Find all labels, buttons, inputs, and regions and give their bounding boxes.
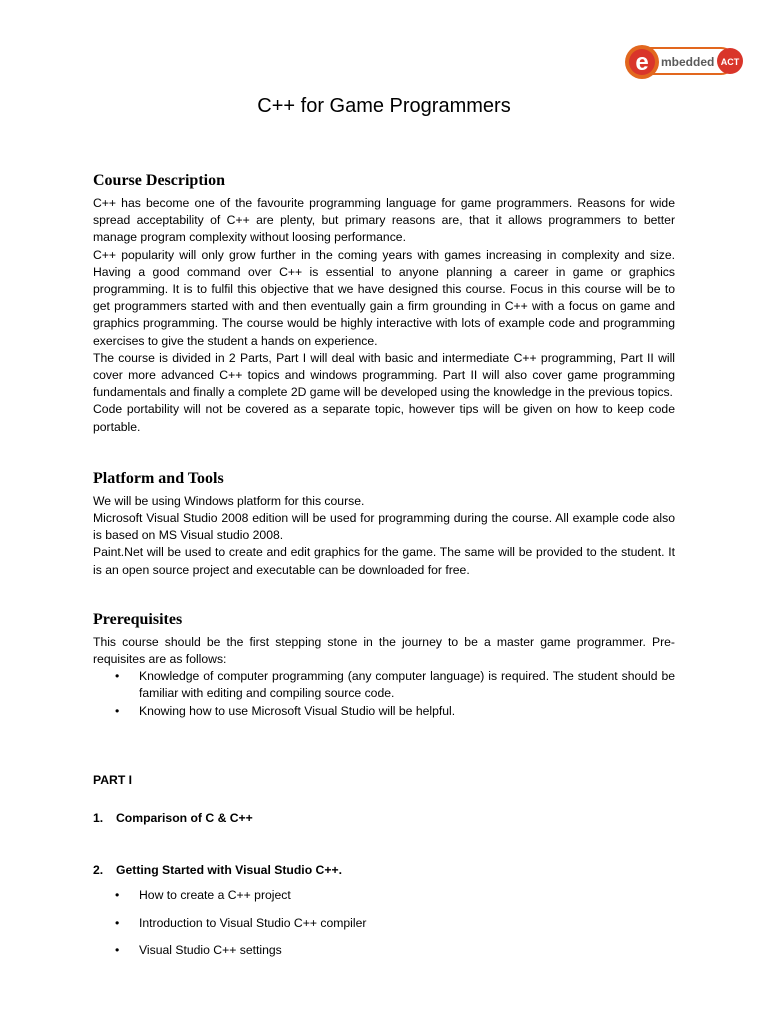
- paragraph: This course should be the first stepping stone in the journey to be a master game programmer. Pre-requisites are as follows:: [93, 634, 675, 667]
- bullet-icon: •: [115, 669, 120, 684]
- logo-badge: ACT: [720, 57, 740, 67]
- course-description-section: [93, 170, 675, 436]
- numbered-item: [93, 862, 675, 879]
- bullet-icon: •: [115, 888, 120, 903]
- logo-letter: e: [635, 49, 649, 76]
- list-item: [93, 668, 675, 702]
- list-item-text: Knowledge of computer programming (any computer language) is required. The student should be familiar with editing and compiling source code.: [139, 669, 675, 701]
- item-number: 1.: [93, 811, 104, 826]
- item-label: Comparison of C & C++: [116, 811, 253, 826]
- paragraph: C++ has become one of the favourite programming language for game programmers. Reasons for wide spread acceptability of C++ are plenty, but primary reasons are, that it allows programmers to better manage program complexity without loosing performance.: [93, 196, 675, 245]
- section-heading: Course Description: [93, 172, 225, 189]
- prerequisites-section: [93, 609, 675, 720]
- numbered-item: [93, 810, 675, 827]
- item-label: Getting Started with Visual Studio C++.: [116, 863, 342, 878]
- list-item: [93, 887, 675, 904]
- document-body: [93, 170, 675, 969]
- bullet-icon: •: [115, 915, 120, 930]
- list-item: [93, 942, 675, 959]
- part1-section: [93, 772, 675, 959]
- spacer: [93, 436, 675, 468]
- paragraph: Microsoft Visual Studio 2008 edition will be used for programming during the course. All example code also is based on MS Visual studio 2008.: [93, 511, 675, 543]
- list-item: [93, 915, 675, 932]
- prerequisite-list: [93, 668, 675, 720]
- bullet-icon: •: [115, 942, 120, 957]
- list-item-text: Knowing how to use Microsoft Visual Studio will be helpful.: [139, 703, 456, 718]
- paragraph: We will be using Windows platform for this course.: [93, 493, 365, 508]
- embeddedact-logo: [624, 42, 746, 82]
- item-number: 2.: [93, 863, 104, 878]
- paragraph: The course is divided in 2 Parts, Part I will deal with basic and intermediate C++ programming, Part II will cover more advanced C++ topics and windows programming. Part II will also cover game programming fundamentals and finally a complete 2D game will be developed using the knowledge in the previous topics.: [93, 350, 675, 400]
- section-heading: Platform and Tools: [93, 469, 224, 487]
- list-item-text: Introduction to Visual Studio C++ compiler: [139, 915, 367, 930]
- paragraph: C++ popularity will only grow further in the coming years with games increasing in complexity and size. Having a good command over C++ is essential to anyone planning a career in game or graphics programming. It is to fulfil this objective that we have designed this course. Focus in this course will be to get programmers started with and then eventually gain a firm grounding in C++ with a focus on game and graphics programming. The course would be highly interactive with lots of example code and programming exercises to give the student a hands on experience.: [93, 247, 675, 348]
- logo-word: mbedded: [661, 55, 715, 69]
- sub-topic-list: [93, 887, 675, 959]
- spacer: [93, 579, 675, 609]
- paragraph: Paint.Net will be used to create and edit graphics for the game. The same will be provided to the student. It is an open source project and executable can be downloaded for free.: [93, 545, 675, 577]
- list-item-text: How to create a C++ project: [139, 888, 291, 903]
- list-item-text: Visual Studio C++ settings: [139, 942, 282, 957]
- paragraph: Code portability will not be covered as a separate topic, however tips will be given on how to keep code portable.: [93, 402, 675, 434]
- part-heading: PART I: [93, 772, 133, 787]
- list-item: [93, 703, 675, 720]
- platform-section: [93, 468, 675, 579]
- bullet-icon: •: [115, 703, 120, 718]
- page-title: C++ for Game Programmers: [257, 95, 511, 117]
- section-heading: Prerequisites: [93, 610, 183, 628]
